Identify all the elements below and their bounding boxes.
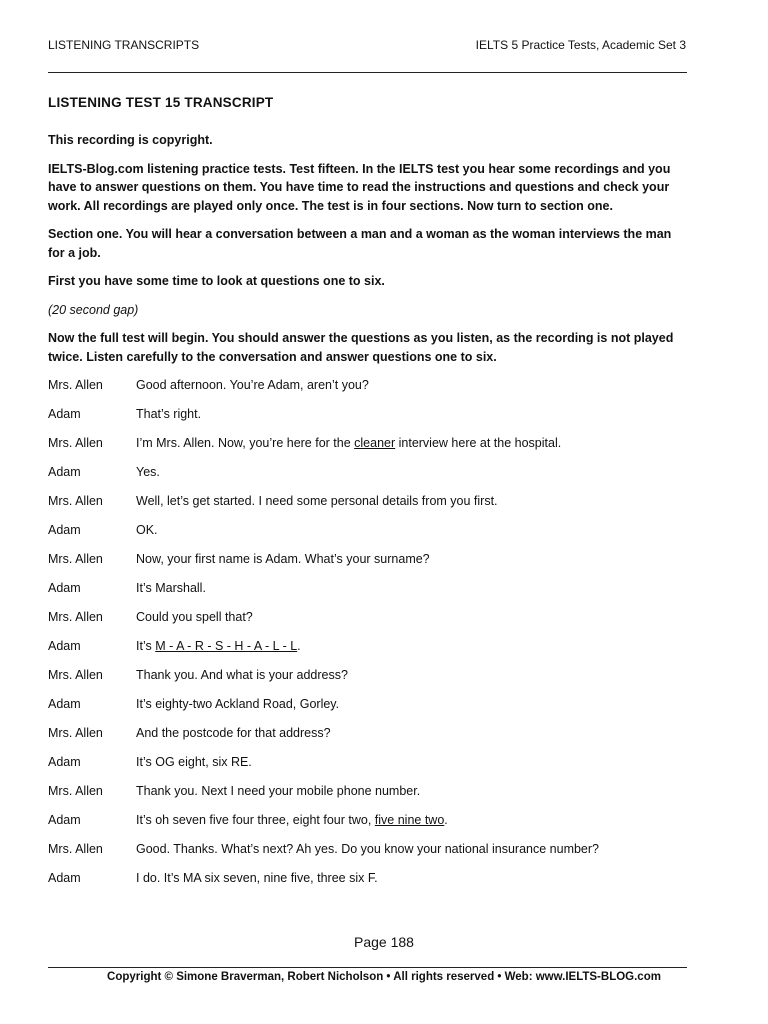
test-instruction: Now the full test will begin. You should answer the questions as you listen, as the recording is not played twice. Listen carefully to the conversation and answer questions one to six. (48, 331, 674, 364)
speech-text-end: . (444, 813, 448, 827)
speech-text-end: . (297, 639, 301, 653)
speech-text-start: Yes. (136, 465, 160, 479)
speech-text (136, 840, 688, 858)
speaker-name: Mrs. Allen (48, 552, 103, 566)
speaker-name: Adam (48, 523, 81, 537)
speech-text (136, 579, 688, 597)
dialogue-line (48, 753, 688, 782)
dialogue-line (48, 782, 688, 811)
speaker-name: Adam (48, 697, 81, 711)
speaker-name: Adam (48, 581, 81, 595)
dialogue-line (48, 376, 688, 405)
speaker-name: Adam (48, 813, 81, 827)
speaker-name: Mrs. Allen (48, 610, 103, 624)
speaker-name: Mrs. Allen (48, 842, 103, 856)
answer-underlined: cleaner (354, 436, 396, 450)
dialogue-line (48, 666, 688, 695)
dialogue-line (48, 434, 688, 463)
speech-text (136, 434, 688, 452)
dialogue-line (48, 637, 688, 666)
speaker-name: Mrs. Allen (48, 726, 103, 740)
page-title: LISTENING TEST 15 TRANSCRIPT (48, 95, 274, 110)
dialogue-line (48, 840, 688, 869)
speech-text (136, 811, 688, 829)
dialogue-line (48, 492, 688, 521)
speech-text-start: Could you spell that? (136, 610, 253, 624)
speech-text-start: Thank you. And what is your address? (136, 668, 348, 682)
speaker-name: Adam (48, 465, 81, 479)
dialogue-line (48, 463, 688, 492)
speech-text-start: It’s eighty-two Ackland Road, Gorley. (136, 697, 340, 711)
header-section-title: LISTENING TRANSCRIPTS (48, 38, 200, 52)
speech-text-start: That’s right. (136, 407, 202, 421)
speech-text-start: Now, your first name is Adam. What’s your surname? (136, 552, 430, 566)
intro-paragraph: IELTS-Blog.com listening practice tests. Test fifteen. In the IELTS test you hear some recordings and you have to answer questions on them. You have time to read the instructions and questions and check your work. All recordings are played only once. The test is in four sections. Now turn to section one. (48, 161, 671, 213)
speaker-name: Adam (48, 871, 81, 885)
dialogue-line (48, 869, 688, 898)
speech-text (136, 695, 688, 713)
speech-text (136, 753, 688, 771)
dialogue-line (48, 724, 688, 753)
footer-divider (48, 967, 687, 968)
footer-copyright: Copyright © Simone Braverman, Robert Nicholson • All rights reserved • Web: www.IELTS-BLOG.com (107, 971, 661, 983)
speech-text-start: Good. Thanks. What’s next? Ah yes. Do you know your national insurance number? (136, 842, 599, 856)
speech-text (136, 782, 688, 800)
speech-text (136, 724, 688, 742)
speech-text-start: And the postcode for that address? (136, 726, 331, 740)
dialogue-line (48, 521, 688, 550)
answer-underlined: M - A - R - S - H - A - L - L (155, 639, 298, 653)
speech-text-start: Good afternoon. You’re Adam, aren’t you? (136, 378, 369, 392)
page-header (48, 38, 686, 58)
dialogue-line (48, 608, 688, 637)
speech-text-start: OK. (136, 523, 158, 537)
speaker-name: Mrs. Allen (48, 378, 103, 392)
section-description: Section one. You will hear a conversation between a man and a woman as the woman interviews the man for a job. (48, 227, 672, 260)
speech-text-start: It’s Marshall. (136, 581, 206, 595)
speaker-name: Adam (48, 639, 81, 653)
speech-text (136, 521, 688, 539)
dialogue (48, 376, 688, 898)
speech-text (136, 376, 688, 394)
speech-text-start: It’s (136, 639, 156, 653)
header-book-title: IELTS 5 Practice Tests, Academic Set 3 (475, 38, 686, 52)
speech-text (136, 637, 688, 655)
speaker-name: Mrs. Allen (48, 494, 103, 508)
transcript-body (48, 95, 688, 898)
speaker-name: Adam (48, 755, 81, 769)
speech-text (136, 405, 688, 423)
speech-text (136, 608, 688, 626)
speech-text (136, 463, 688, 481)
speaker-name: Mrs. Allen (48, 668, 103, 682)
page-number: Page 188 (354, 934, 414, 950)
speech-text (136, 666, 688, 684)
speech-text (136, 869, 688, 887)
answer-underlined: five nine two (374, 813, 445, 827)
copyright-notice: This recording is copyright. (48, 133, 213, 147)
dialogue-line (48, 405, 688, 434)
header-divider (48, 72, 687, 73)
speech-text-end: interview here at the hospital. (395, 436, 562, 450)
dialogue-line (48, 695, 688, 724)
speaker-name: Mrs. Allen (48, 784, 103, 798)
speech-text (136, 492, 688, 510)
dialogue-line (48, 811, 688, 840)
dialogue-line (48, 550, 688, 579)
speech-text-start: Well, let’s get started. I need some personal details from you first. (136, 494, 498, 508)
gap-note: (20 second gap) (48, 302, 139, 317)
speech-text (136, 550, 688, 568)
speech-text-start: It’s OG eight, six RE. (136, 755, 252, 769)
speaker-name: Adam (48, 407, 81, 421)
speech-text-start: It’s oh seven five four three, eight four two, (136, 813, 375, 827)
speech-text-start: I do. It’s MA six seven, nine five, three six F. (136, 871, 378, 885)
dialogue-line (48, 579, 688, 608)
speech-text-start: I’m Mrs. Allen. Now, you’re here for the (136, 436, 355, 450)
preview-instruction: First you have some time to look at questions one to six. (48, 274, 385, 288)
speaker-name: Mrs. Allen (48, 436, 103, 450)
speech-text-start: Thank you. Next I need your mobile phone number. (136, 784, 421, 798)
